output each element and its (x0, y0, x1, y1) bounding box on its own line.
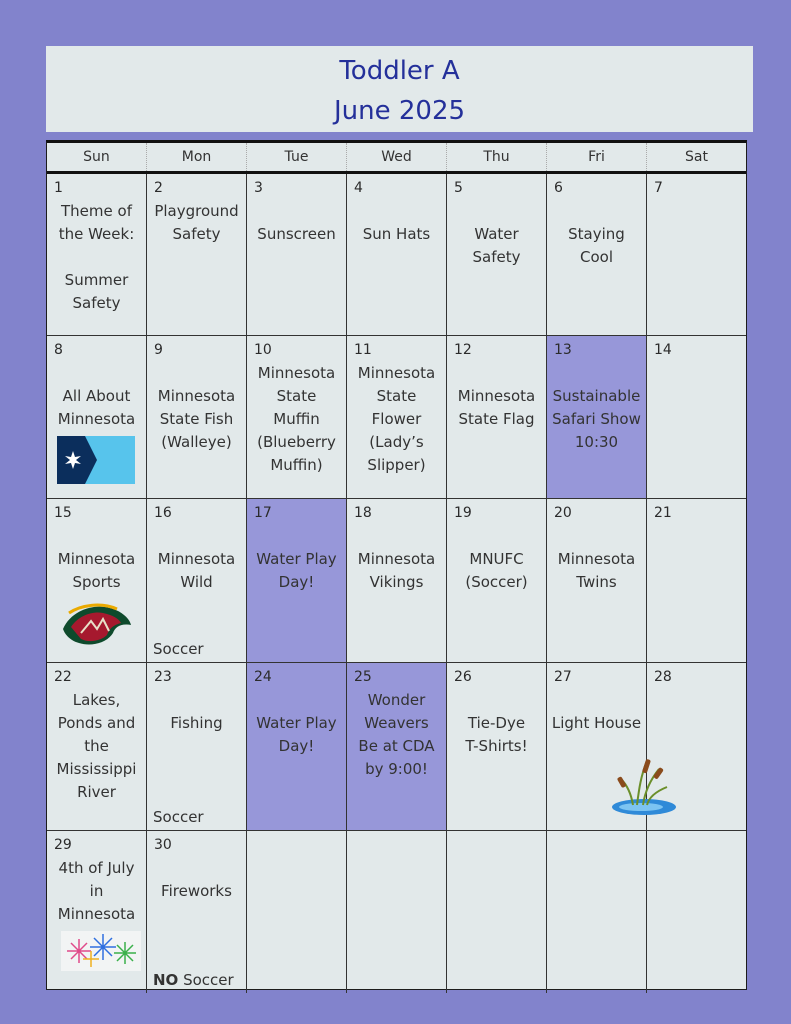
day-number: 19 (454, 505, 472, 521)
day-number: 10 (254, 342, 272, 358)
event-line: Sunscreen (257, 225, 336, 243)
day-cell-5 (447, 174, 547, 336)
day-event (549, 548, 644, 594)
day-event (349, 223, 444, 246)
event-line: Minnesota (557, 550, 636, 568)
day-cell-26 (447, 663, 547, 831)
event-line: Day! (278, 737, 315, 755)
day-cell-22 (47, 663, 147, 831)
event-line: Cool (580, 248, 613, 266)
event-line: Minnesota (57, 550, 136, 568)
event-line: State (376, 387, 417, 405)
event-line: Water (474, 225, 519, 243)
footnote-text: Soccer (153, 640, 204, 658)
event-line: Playground (154, 202, 239, 220)
day-number: 1 (54, 180, 63, 196)
day-cell-24 (247, 663, 347, 831)
event-line: Wild (180, 573, 213, 591)
event-line (49, 246, 144, 269)
event-line: the Week: (58, 225, 135, 243)
event-line: Water Play (256, 550, 337, 568)
event-line: Minnesota (57, 905, 136, 923)
day-cell-4 (347, 174, 447, 336)
day-cell-10 (247, 336, 347, 499)
event-line: Light House (551, 714, 642, 732)
day-cell-11 (347, 336, 447, 499)
day-number: 27 (554, 669, 572, 685)
day-number: 18 (354, 505, 372, 521)
event-line: Minnesota (357, 550, 436, 568)
event-line: Safety (172, 225, 221, 243)
event-line: Safari Show (552, 410, 641, 428)
day-number: 29 (54, 837, 72, 853)
event-line: 10:30 (574, 433, 619, 451)
empty-day-cell-thu (447, 831, 547, 993)
day-event (449, 712, 544, 758)
event-line: Wonder (367, 691, 426, 709)
day-number: 13 (554, 342, 572, 358)
calendar-grid (46, 140, 747, 990)
calendar-week (47, 174, 746, 336)
day-number: 28 (654, 669, 672, 685)
day-event (549, 712, 644, 735)
event-line: Lakes, (72, 691, 121, 709)
calendar-week (47, 831, 746, 993)
day-number: 3 (254, 180, 263, 196)
day-cell-8 (47, 336, 147, 499)
day-number: 26 (454, 669, 472, 685)
event-line: Minnesota (157, 387, 236, 405)
day-event (149, 712, 244, 735)
day-event (349, 689, 444, 781)
day-number: 25 (354, 669, 372, 685)
event-line: Minnesota (157, 550, 236, 568)
day-cell-1 (47, 174, 147, 336)
day-event (449, 223, 544, 269)
event-line: Flower (371, 410, 422, 428)
event-line: T-Shirts! (465, 737, 528, 755)
event-line: Fishing (170, 714, 223, 732)
day-number: 15 (54, 505, 72, 521)
day-number: 7 (654, 180, 663, 196)
event-line: Minnesota (457, 387, 536, 405)
event-line: the (84, 737, 109, 755)
event-line: Tie-Dye (467, 714, 526, 732)
minnesota-wild-logo-icon (61, 603, 133, 653)
event-line: State Fish (159, 410, 234, 428)
day-cell-30 (147, 831, 247, 993)
minnesota-flag-icon (57, 436, 135, 488)
day-event (449, 548, 544, 594)
event-line: 4th of July (58, 859, 135, 877)
day-event (249, 548, 344, 594)
day-event (249, 712, 344, 758)
event-line: Mississippi (56, 760, 137, 778)
day-number: 23 (154, 669, 172, 685)
day-event (349, 548, 444, 594)
day-cell-12 (447, 336, 547, 499)
event-line: Staying (568, 225, 625, 243)
day-cell-16 (147, 499, 247, 663)
day-event (49, 385, 144, 431)
day-cell-2 (147, 174, 247, 336)
day-event (49, 200, 144, 315)
event-line: (Blueberry (257, 433, 336, 451)
weekday-tue: Tue (247, 143, 347, 171)
day-number: 5 (454, 180, 463, 196)
day-event (249, 223, 344, 246)
empty-day-cell-tue (247, 831, 347, 993)
calendar-week (47, 499, 746, 663)
weekday-mon: Mon (147, 143, 247, 171)
day-footnote (153, 640, 204, 658)
event-line: (Lady’s (369, 433, 424, 451)
day-cell-7 (647, 174, 746, 336)
day-number: 11 (354, 342, 372, 358)
day-event (49, 857, 144, 926)
event-line: Ponds and (57, 714, 136, 732)
day-event (349, 362, 444, 477)
weekday-fri: Fri (547, 143, 647, 171)
event-line: Minnesota (257, 364, 336, 382)
day-cell-20 (547, 499, 647, 663)
day-event (149, 385, 244, 454)
weekday-sat: Sat (685, 149, 708, 165)
day-cell-23 (147, 663, 247, 831)
empty-day-cell-sat (647, 831, 746, 993)
day-number: 24 (254, 669, 272, 685)
day-cell-19 (447, 499, 547, 663)
weekday-wed: Wed (347, 143, 447, 171)
calendar-week (47, 663, 746, 831)
event-line: (Soccer) (465, 573, 528, 591)
empty-day-cell-fri (547, 831, 647, 993)
empty-day-cell-wed (347, 831, 447, 993)
day-event (49, 689, 144, 804)
event-line: Water Play (256, 714, 337, 732)
event-line: Summer (64, 271, 129, 289)
event-line: Minnesota (57, 410, 136, 428)
day-number: 20 (554, 505, 572, 521)
day-cell-6 (547, 174, 647, 336)
footnote-text: Soccer (178, 971, 234, 989)
event-line: Minnesota (357, 364, 436, 382)
event-line: Safety (72, 294, 121, 312)
day-cell-21 (647, 499, 746, 663)
day-cell-9 (147, 336, 247, 499)
day-number: 4 (354, 180, 363, 196)
weekday-sun: Sun (47, 143, 147, 171)
event-line: Day! (278, 573, 315, 591)
calendar-week (47, 336, 746, 499)
day-cell-17 (247, 499, 347, 663)
day-cell-25 (347, 663, 447, 831)
weekday-thu: Thu (447, 143, 547, 171)
day-footnote (153, 971, 234, 989)
event-line: Fireworks (161, 882, 232, 900)
day-cell-29 (47, 831, 147, 993)
calendar-header (46, 46, 753, 132)
day-number: 16 (154, 505, 172, 521)
event-line: Vikings (369, 573, 424, 591)
month-title: June 2025 (333, 96, 466, 126)
day-cell-3 (247, 174, 347, 336)
event-line: Muffin) (270, 456, 323, 474)
day-number: 30 (154, 837, 172, 853)
day-footnote (153, 808, 204, 826)
day-event (549, 385, 644, 454)
event-line: in (89, 882, 104, 900)
weekday-header (47, 143, 746, 174)
event-line: Theme of (61, 202, 132, 220)
footnote-emphasis: NO (153, 971, 179, 989)
event-line: (Walleye) (161, 433, 232, 451)
day-cell-15 (47, 499, 147, 663)
page-title: Toddler A (339, 56, 460, 86)
day-event (449, 385, 544, 431)
event-line: River (77, 783, 116, 801)
day-cell-18 (347, 499, 447, 663)
fireworks-icon (61, 931, 141, 975)
event-line: MNUFC (469, 550, 524, 568)
day-number: 8 (54, 342, 63, 358)
day-event (549, 223, 644, 269)
day-number: 14 (654, 342, 672, 358)
event-line: Be at CDA (358, 737, 435, 755)
day-event (149, 200, 244, 246)
day-number: 6 (554, 180, 563, 196)
day-event (149, 548, 244, 594)
event-line: Sports (72, 573, 121, 591)
event-line: Muffin (273, 410, 320, 428)
day-cell-28 (647, 663, 746, 831)
event-line: Slipper) (367, 456, 426, 474)
event-line: Weavers (364, 714, 429, 732)
day-number: 2 (154, 180, 163, 196)
event-line: State Flag (458, 410, 535, 428)
event-line: State (276, 387, 317, 405)
day-event (49, 548, 144, 594)
event-line: Sustainable (552, 387, 641, 405)
event-line: All About (62, 387, 131, 405)
day-cell-13 (547, 336, 647, 499)
day-event (249, 362, 344, 477)
event-line: by 9:00! (365, 760, 428, 778)
day-number: 21 (654, 505, 672, 521)
day-number: 22 (54, 669, 72, 685)
day-cell-27 (547, 663, 647, 831)
day-number: 17 (254, 505, 272, 521)
footnote-text: Soccer (153, 808, 204, 826)
event-line: Safety (472, 248, 521, 266)
event-line: Twins (576, 573, 617, 591)
day-number: 9 (154, 342, 163, 358)
day-number: 12 (454, 342, 472, 358)
event-line: Sun Hats (362, 225, 431, 243)
day-event (149, 880, 244, 903)
day-cell-14 (647, 336, 746, 499)
